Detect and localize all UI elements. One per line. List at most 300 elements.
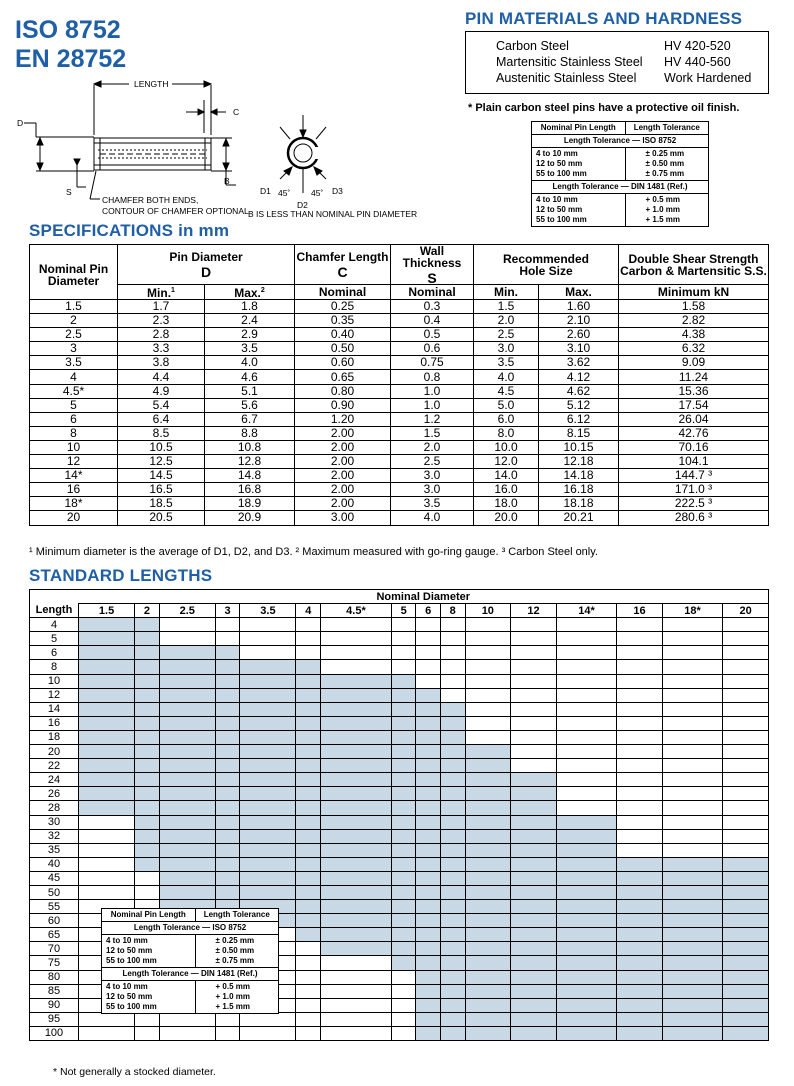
material-hardness: HV 420-520 — [664, 39, 731, 53]
length-empty-cell — [617, 759, 663, 773]
length-available-cell — [296, 857, 321, 871]
length-available-cell — [511, 787, 557, 801]
length-available-cell — [511, 970, 557, 984]
spec-cell: 2.0 — [474, 314, 539, 328]
length-row — [30, 1026, 769, 1040]
length-row — [30, 702, 769, 716]
length-available-cell — [465, 1012, 511, 1026]
length-available-cell — [135, 745, 160, 759]
length-available-cell — [159, 815, 215, 829]
length-available-cell — [391, 900, 416, 914]
spec-cell: 5.12 — [539, 398, 619, 412]
spec-cell: 3.0 — [474, 342, 539, 356]
pin-diameter-label: Pin Diameter — [169, 250, 243, 264]
length-available-cell — [440, 998, 465, 1012]
spec-cell: 4.5 — [474, 384, 539, 398]
length-empty-cell — [440, 688, 465, 702]
spec-cell: 0.6 — [391, 342, 474, 356]
length-row — [30, 646, 769, 660]
length-empty-cell — [617, 773, 663, 787]
grid-corner — [30, 590, 79, 604]
length-available-cell — [215, 801, 240, 815]
length-available-cell — [215, 702, 240, 716]
length-available-cell — [511, 984, 557, 998]
spec-cell: 0.35 — [295, 314, 391, 328]
spec-cell: 2.00 — [295, 426, 391, 440]
col-hole-size: Recommended Hole Size — [474, 245, 619, 285]
length-available-cell — [79, 702, 135, 716]
spec-row — [30, 455, 769, 469]
diameter-header: 20 — [723, 604, 769, 618]
length-available-cell — [296, 730, 321, 744]
length-available-cell — [215, 716, 240, 730]
length-available-cell — [391, 801, 416, 815]
length-available-cell — [662, 984, 722, 998]
diameter-header: 4 — [296, 604, 321, 618]
length-available-cell — [240, 702, 296, 716]
length-empty-cell — [556, 716, 616, 730]
length-value: 18 — [30, 730, 79, 744]
length-available-cell — [556, 914, 616, 928]
length-empty-cell — [79, 857, 135, 871]
length-available-cell — [159, 688, 215, 702]
length-empty-cell — [723, 787, 769, 801]
length-available-cell — [440, 885, 465, 899]
spec-row — [30, 469, 769, 483]
spec-cell: 1.20 — [295, 412, 391, 426]
length-available-cell — [391, 942, 416, 956]
length-empty-cell — [617, 702, 663, 716]
length-available-cell — [511, 1026, 557, 1040]
length-available-cell — [240, 759, 296, 773]
spec-cell: 4 — [30, 370, 118, 384]
length-available-cell — [723, 900, 769, 914]
length-available-cell — [321, 871, 392, 885]
length-value: 20 — [30, 745, 79, 759]
spec-cell: 2.5 — [30, 328, 118, 342]
length-available-cell — [723, 1012, 769, 1026]
length-empty-cell — [723, 815, 769, 829]
spec-cell: 10.0 — [474, 440, 539, 454]
length-available-cell — [215, 843, 240, 857]
spec-cell: 8.8 — [205, 426, 295, 440]
material-name: Martensitic Stainless Steel — [496, 55, 643, 69]
length-empty-cell — [465, 660, 511, 674]
spec-cell: 3.5 — [205, 342, 295, 356]
length-available-cell — [617, 1026, 663, 1040]
length-available-cell — [416, 984, 441, 998]
spec-cell: 12 — [30, 455, 118, 469]
length-available-cell — [511, 815, 557, 829]
length-empty-cell — [135, 1026, 160, 1040]
length-value: 8 — [30, 660, 79, 674]
length-empty-cell — [465, 646, 511, 660]
length-available-cell — [240, 857, 296, 871]
length-available-cell — [240, 745, 296, 759]
diameter-header: 1.5 — [79, 604, 135, 618]
lengths-title: STANDARD LENGTHS — [29, 566, 213, 585]
length-empty-cell — [511, 660, 557, 674]
spec-cell: 16.0 — [474, 483, 539, 497]
length-available-cell — [296, 815, 321, 829]
length-value: 95 — [30, 1012, 79, 1026]
length-available-cell — [79, 787, 135, 801]
length-available-cell — [556, 928, 616, 942]
length-value: 40 — [30, 857, 79, 871]
length-available-cell — [617, 871, 663, 885]
length-available-cell — [556, 885, 616, 899]
col-nominal-diameter: Nominal Pin Diameter — [30, 245, 118, 300]
length-empty-cell — [465, 632, 511, 646]
length-empty-cell — [723, 730, 769, 744]
length-available-cell — [617, 998, 663, 1012]
tol-din-header: Length Tolerance — DIN 1481 (Ref.) — [102, 968, 279, 981]
length-row — [30, 716, 769, 730]
length-empty-cell — [321, 956, 392, 970]
length-empty-cell — [296, 970, 321, 984]
spec-row — [30, 342, 769, 356]
length-available-cell — [556, 843, 616, 857]
length-empty-cell — [240, 1026, 296, 1040]
diameter-header: 5 — [391, 604, 416, 618]
length-available-cell — [416, 787, 441, 801]
tol-value: ± 0.75 mm — [645, 169, 685, 178]
length-empty-cell — [662, 702, 722, 716]
length-value: 16 — [30, 716, 79, 730]
length-value: 90 — [30, 998, 79, 1012]
length-available-cell — [440, 914, 465, 928]
length-value: 24 — [30, 773, 79, 787]
length-available-cell — [240, 829, 296, 843]
length-available-cell — [79, 618, 135, 632]
length-empty-cell — [617, 745, 663, 759]
length-available-cell — [296, 885, 321, 899]
angle-2-label: 45˚ — [311, 188, 324, 198]
length-empty-cell — [416, 660, 441, 674]
length-empty-cell — [511, 674, 557, 688]
length-empty-cell — [617, 618, 663, 632]
length-available-cell — [416, 1026, 441, 1040]
length-available-cell — [662, 1012, 722, 1026]
length-available-cell — [296, 702, 321, 716]
length-available-cell — [159, 773, 215, 787]
length-available-cell — [240, 787, 296, 801]
tol-range: 4 to 10 mm — [536, 195, 578, 204]
spec-cell: 3.5 — [30, 356, 118, 370]
spec-cell: 2.00 — [295, 455, 391, 469]
length-available-cell — [215, 885, 240, 899]
spec-cell: 3.5 — [391, 497, 474, 511]
nominal-diameter-header: Nominal Diameter — [79, 590, 769, 604]
spec-cell: 18.18 — [539, 497, 619, 511]
d3-label: D3 — [332, 186, 343, 196]
length-available-cell — [617, 956, 663, 970]
max-label: Max. — [234, 286, 261, 300]
length-available-cell — [159, 745, 215, 759]
length-available-cell — [321, 843, 392, 857]
length-available-cell — [159, 885, 215, 899]
spec-cell: 26.04 — [619, 412, 769, 426]
length-available-cell — [240, 871, 296, 885]
pin-diagram — [14, 75, 454, 220]
spec-cell: 3.5 — [474, 356, 539, 370]
length-empty-cell — [556, 688, 616, 702]
length-empty-cell — [296, 632, 321, 646]
length-available-cell — [723, 970, 769, 984]
spec-cell: 2.10 — [539, 314, 619, 328]
length-empty-cell — [135, 1012, 160, 1026]
spec-cell: 3.8 — [118, 356, 205, 370]
length-value: 28 — [30, 801, 79, 815]
length-empty-cell — [662, 730, 722, 744]
length-available-cell — [556, 900, 616, 914]
col-shear-strength: Double Shear Strength Carbon & Martensitic S.S. — [619, 245, 769, 285]
length-empty-cell — [723, 702, 769, 716]
length-empty-cell — [416, 646, 441, 660]
spec-cell: 1.0 — [391, 398, 474, 412]
spec-cell: 18.5 — [118, 497, 205, 511]
length-available-cell — [79, 660, 135, 674]
c-label: C — [233, 107, 240, 117]
spec-cell: 4.38 — [619, 328, 769, 342]
length-empty-cell — [723, 674, 769, 688]
title-en: EN 28752 — [15, 45, 127, 73]
length-available-cell — [215, 871, 240, 885]
length-empty-cell — [556, 787, 616, 801]
length-empty-cell — [215, 632, 240, 646]
length-empty-cell — [556, 773, 616, 787]
specifications-table — [29, 244, 769, 526]
spec-cell: 2.00 — [295, 497, 391, 511]
spec-cell: 3.0 — [391, 469, 474, 483]
length-available-cell — [159, 702, 215, 716]
length-empty-cell — [556, 646, 616, 660]
length-value: 26 — [30, 787, 79, 801]
length-empty-cell — [240, 646, 296, 660]
spec-cell: 4.0 — [205, 356, 295, 370]
length-available-cell — [215, 815, 240, 829]
length-empty-cell — [391, 646, 416, 660]
length-available-cell — [391, 857, 416, 871]
length-available-cell — [416, 759, 441, 773]
spec-cell: 144.7 ³ — [619, 469, 769, 483]
length-value: 12 — [30, 688, 79, 702]
length-row — [30, 759, 769, 773]
length-available-cell — [240, 843, 296, 857]
length-row — [30, 801, 769, 815]
chamfer-note-2: CONTOUR OF CHAMFER OPTIONAL — [102, 206, 249, 216]
length-available-cell — [723, 1026, 769, 1040]
max-footnote-mark: 2 — [260, 287, 265, 294]
length-empty-cell — [723, 773, 769, 787]
length-available-cell — [321, 688, 392, 702]
length-available-cell — [416, 716, 441, 730]
length-available-cell — [135, 843, 160, 857]
tol-din-ranges — [532, 194, 626, 227]
length-empty-cell — [240, 618, 296, 632]
length-available-cell — [391, 829, 416, 843]
col-wall-thickness — [391, 245, 474, 285]
spec-cell: 6.7 — [205, 412, 295, 426]
length-empty-cell — [391, 984, 416, 998]
diameter-header: 16 — [617, 604, 663, 618]
spec-cell: 4.0 — [474, 370, 539, 384]
length-available-cell — [662, 998, 722, 1012]
spec-cell: 9.09 — [619, 356, 769, 370]
length-available-cell — [416, 970, 441, 984]
length-available-cell — [465, 914, 511, 928]
length-empty-cell — [440, 674, 465, 688]
title-iso: ISO 8752 — [15, 16, 121, 44]
length-available-cell — [440, 1012, 465, 1026]
length-empty-cell — [723, 745, 769, 759]
length-empty-cell — [215, 1012, 240, 1026]
diameter-header: 14* — [556, 604, 616, 618]
length-available-cell — [296, 900, 321, 914]
length-available-cell — [511, 885, 557, 899]
length-available-cell — [391, 759, 416, 773]
length-available-cell — [617, 900, 663, 914]
spec-cell: 3.0 — [391, 483, 474, 497]
spec-cell: 0.25 — [295, 300, 391, 314]
length-available-cell — [465, 829, 511, 843]
spec-cell: 18* — [30, 497, 118, 511]
length-empty-cell — [617, 815, 663, 829]
spec-cell: 14* — [30, 469, 118, 483]
length-empty-cell — [391, 998, 416, 1012]
length-available-cell — [416, 956, 441, 970]
length-available-cell — [723, 956, 769, 970]
tolerance-table-bottom — [101, 908, 279, 1014]
tol-value: + 0.5 mm — [215, 982, 250, 991]
length-available-cell — [79, 773, 135, 787]
tol-iso-values — [195, 935, 279, 968]
length-available-cell — [159, 787, 215, 801]
spec-cell: 1.60 — [539, 300, 619, 314]
spec-row — [30, 483, 769, 497]
length-available-cell — [617, 914, 663, 928]
length-empty-cell — [511, 646, 557, 660]
spec-cell: 6.12 — [539, 412, 619, 426]
length-empty-cell — [321, 1012, 392, 1026]
length-available-cell — [296, 745, 321, 759]
length-value: 10 — [30, 674, 79, 688]
spec-cell: 6 — [30, 412, 118, 426]
length-empty-cell — [662, 759, 722, 773]
length-available-cell — [511, 900, 557, 914]
length-empty-cell — [723, 688, 769, 702]
spec-cell: 0.3 — [391, 300, 474, 314]
length-empty-cell — [617, 716, 663, 730]
length-empty-cell — [723, 618, 769, 632]
length-empty-cell — [662, 688, 722, 702]
tol-col-length: Nominal Pin Length — [532, 122, 626, 135]
length-empty-cell — [511, 688, 557, 702]
length-available-cell — [465, 773, 511, 787]
spec-cell: 2.5 — [474, 328, 539, 342]
length-available-cell — [511, 843, 557, 857]
spec-cell: 1.7 — [118, 300, 205, 314]
spec-cell: 10.5 — [118, 440, 205, 454]
length-available-cell — [465, 857, 511, 871]
length-available-cell — [511, 857, 557, 871]
length-available-cell — [416, 914, 441, 928]
col-wall-nominal: Nominal — [391, 285, 474, 300]
length-empty-cell — [440, 646, 465, 660]
length-available-cell — [135, 618, 160, 632]
tol-value: ± 0.25 mm — [645, 149, 685, 158]
diameter-header: 4.5* — [321, 604, 392, 618]
length-available-cell — [79, 688, 135, 702]
length-empty-cell — [723, 632, 769, 646]
spec-cell: 1.5 — [474, 300, 539, 314]
spec-row — [30, 328, 769, 342]
length-empty-cell — [723, 716, 769, 730]
length-available-cell — [321, 702, 392, 716]
length-row — [30, 843, 769, 857]
length-empty-cell — [617, 632, 663, 646]
length-row — [30, 660, 769, 674]
length-available-cell — [416, 702, 441, 716]
length-empty-cell — [159, 632, 215, 646]
length-available-cell — [617, 984, 663, 998]
length-available-cell — [391, 702, 416, 716]
length-available-cell — [391, 773, 416, 787]
length-empty-cell — [296, 618, 321, 632]
length-available-cell — [215, 730, 240, 744]
spec-cell: 14.8 — [205, 469, 295, 483]
angle-1-label: 45˚ — [278, 188, 291, 198]
tol-iso-values — [625, 148, 709, 181]
d2-label: D2 — [297, 200, 308, 210]
length-available-cell — [511, 956, 557, 970]
length-empty-cell — [511, 618, 557, 632]
spec-cell: 5 — [30, 398, 118, 412]
length-available-cell — [556, 1026, 616, 1040]
spec-cell: 0.8 — [391, 370, 474, 384]
spec-cell: 16.8 — [205, 483, 295, 497]
length-available-cell — [391, 843, 416, 857]
length-value: 75 — [30, 956, 79, 970]
length-available-cell — [662, 857, 722, 871]
length-available-cell — [391, 674, 416, 688]
material-row — [496, 55, 758, 71]
tol-col-tolerance: Length Tolerance — [625, 122, 709, 135]
length-available-cell — [321, 801, 392, 815]
spec-cell: 0.50 — [295, 342, 391, 356]
length-available-cell — [416, 843, 441, 857]
length-available-cell — [723, 998, 769, 1012]
spec-cell: 3.3 — [118, 342, 205, 356]
length-empty-cell — [723, 829, 769, 843]
length-empty-cell — [321, 984, 392, 998]
length-empty-cell — [617, 660, 663, 674]
spec-cell: 3.00 — [295, 511, 391, 525]
length-available-cell — [321, 730, 392, 744]
length-empty-cell — [662, 801, 722, 815]
tol-range: 4 to 10 mm — [106, 982, 148, 991]
length-empty-cell — [79, 829, 135, 843]
length-value: 22 — [30, 759, 79, 773]
length-row — [30, 674, 769, 688]
length-empty-cell — [556, 745, 616, 759]
length-empty-cell — [321, 632, 392, 646]
spec-cell: 5.4 — [118, 398, 205, 412]
length-value: 45 — [30, 871, 79, 885]
length-available-cell — [159, 716, 215, 730]
spec-cell: 0.65 — [295, 370, 391, 384]
length-available-cell — [159, 730, 215, 744]
